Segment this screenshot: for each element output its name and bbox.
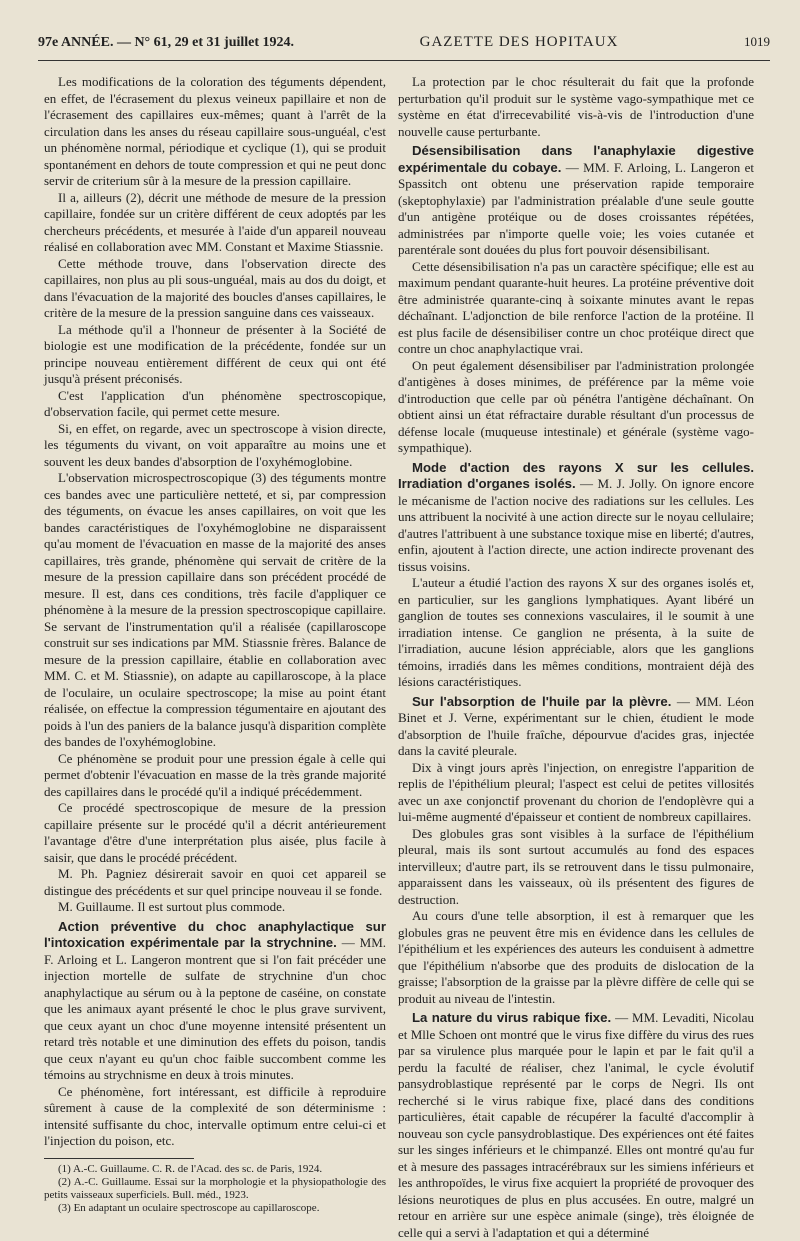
section-text: — M. J. Jolly. On ignore encore le mécanisme de l'action nocive des radiations sur les cellules. Les uns attribuent la nocivité à une action directe sur le noyau cellulaire; d'autres l'attribuent à une substance toxique mise en liberté; d'autres, enfin, ajoutent à l'action directe, une action indirecte provenant des tissus voisins. bbox=[398, 476, 754, 574]
footnotes bbox=[44, 1163, 386, 1215]
section bbox=[398, 460, 754, 691]
section-strychnine bbox=[44, 919, 386, 1150]
paragraph: Cette méthode trouve, dans l'observation directe des capillaires, non plus au pli sous-unguéal, mais au dos du doigt, et dans l'évacuation de la majorité des boucles d'anses capillaires, le critère de la mesure de la pression sanguine dans ces vaisseaux. bbox=[44, 255, 386, 320]
paragraph: On peut également désensibiliser par l'administration prolongée d'antigènes à doses minimes, de préférence par la même voie d'introduction que celle par où pénétra l'antigène déchaînant. On obtient ainsi un état réfractaire durable résultant d'un processus de défense locale (muqueuse intestinale) et générale (système vago-sympathique). bbox=[398, 357, 754, 455]
paragraph: Ce phénomène se produit pour une pression égale à celle qui permet d'obtenir l'évacuation en masse de la très grande majorité des capillaires dans le procédé qu'il a indiqué précédemment. bbox=[44, 750, 386, 799]
footnote: (3) En adaptant un oculaire spectroscope au capillaroscope. bbox=[58, 1201, 320, 1214]
paragraph: Au cours d'une telle absorption, il est à remarquer que les globules gras ne peuvent être mis en évidence dans les cellules de l'épithélium et les expériences des auteurs les conduisent à admettre que l'épithélium n'absorbe que des produits de dislocation de la graisse; l'absorption de la graisse par la plèvre diffère de celle qui se produit au niveau de l'intestin. bbox=[398, 908, 754, 1006]
section bbox=[398, 1010, 754, 1241]
section-text: — MM. F. Arloing et L. Langeron montrent que si l'on fait précéder une injection mortelle de sulfate de strychnine d'un choc anaphylactique au sérum ou à la peptone de caséine, on constate que les animaux ayant présenté le choc le plus grave survivent, que ceux ayant un choc d'une moyenne intensité présentent un retard très notable et une diminution des effets du poison, tandis que ceux n'ayant eu qu'un choc faible succombent comme les témoins au strychnisme en deux à trois minutes. bbox=[44, 935, 386, 1082]
paragraph: Il a, ailleurs (2), décrit une méthode de mesure de la pression capillaire, fondée sur un critère différent de ceux adoptés par les chercheurs précédents, et mesurée à l'aide d'un appareil nouveau réalisé en collaboration avec MM. Constant et Maxime Stiassnie. bbox=[44, 189, 386, 254]
page-header bbox=[38, 34, 770, 56]
paragraph: Si, en effet, on regarde, avec un spectroscope à vision directe, les téguments du vivant, on voit apparaître au moins une et souvent les deux bandes d'absorption de l'oxyhémoglobine. bbox=[44, 420, 386, 469]
section-heading: Désensibilisation dans l'anaphylaxie digestive expérimentale du cobaye. bbox=[398, 143, 754, 175]
section-heading: Action préventive du choc anaphylactique sur l'intoxication expérimentale par la strychnine. bbox=[44, 918, 386, 950]
section bbox=[398, 143, 754, 457]
paragraph: Les modifications de la coloration des téguments dépendent, en effet, de l'écrasement du plexus veineux papillaire et non de l'écrasement des capillaires eux-mêmes; quant à l'arrêt de la circulation dans les anses du réseau capillaire sous-unguéal, c'est un phénomène normal, périodique et cyclique (1), qui se produit spontanément en dehors de toute compression et qui ne peut donc servir de criterium sûr à la mesure de la pression capillaire. bbox=[44, 74, 386, 188]
section-lead bbox=[398, 143, 754, 259]
paragraph: M. Ph. Pagniez désirerait savoir en quoi cet appareil se distingue des précédents et sur quel principe nouveau il se fonde. bbox=[44, 866, 386, 898]
paragraph: L'observation microspectroscopique (3) des téguments montre ces bandes avec une particulière netteté, et si, par compression des téguments, on évacue les anses capillaires, on voit que les bandes caractéristiques de l'oxyhémoglobine ne disparaissent qu'au moment de l'évacuation en masse de la majorité des anses capillaires, très grande, phénomène qui servait de critère de la mesure de la pression capillaire dans son précédent procédé de mesure. Il est, dans ces conditions, très facile d'appliquer ce phénomène à la mesure de la pression spectroscopique capillaire. Se servant de l'instrumentation qu'il a réalisée (capillaroscope construit sur ses indications par MM. Stiassnie frères. Balance de mesure de la pression capillaire, établie en collaboration avec MM. C. et M. Stiassnie), on adapte au capillaroscope, à la place de l'oculaire, un oculaire spectroscope; la mise au point étant réalisée, on effectue la compression tégumentaire en ajoutant des poids à l'un des paniers de la balance jusqu'à disparition complète des bandes de l'oxyhémoglobine. bbox=[44, 470, 386, 749]
right-intro: La protection par le choc résulterait du fait que la profonde perturbation qu'il produit sur le système vago-sympathique met ce système en état d'irrecevabilité vis-à-vis de l'introduction d'une nouvelle cause perturbante. bbox=[398, 74, 754, 139]
paragraph: L'auteur a étudié l'action des rayons X sur des organes isolés et, en particulier, sur les ganglions lymphatiques. Ayant libéré un ganglion de toutes ses connexions vasculaires, il le soumit à une irradiation intense. Ce ganglion ne présenta, à la suite de l'irradiation, aucune lésion appréciable, alors que les ganglions témoins, irradiés dans les mêmes conditions, montraient déjà des lésions caractéristiques. bbox=[398, 575, 754, 689]
footnote: (1) A.-C. Guillaume. C. R. de l'Acad. des sc. de Paris, 1924. bbox=[58, 1162, 323, 1175]
section-text: — MM. F. Arloing, L. Langeron et Spassitch ont obtenu une préservation rapide temporaire (skeptophylaxie) par l'administration préalable d'une seule goutte d'un antigène protéique ou de doses croissantes répétées, administrées par n'importe quelle voie; les voies cutanée et parentérale sont douées du plus fort pouvoir désensibilisant. bbox=[398, 159, 754, 257]
footnote-rule bbox=[44, 1158, 194, 1159]
page-number: 1019 bbox=[744, 34, 770, 49]
section-lead bbox=[398, 1010, 754, 1241]
section-heading: Mode d'action des rayons X sur les cellules. Irradiation d'organes isolés. bbox=[398, 459, 754, 491]
section-follow: Ce phénomène, fort intéressant, est difficile à reproduire sûrement à cause de la complexité de son déterminisme : intensité suffisante du choc, intervalle optimum entre celui-ci et l'injection du poison, etc. bbox=[44, 1083, 386, 1148]
footnote: (2) A.-C. Guillaume. Essai sur la morphologie et la physiopathologie des petits vaisseaux superficiels. Bull. méd., 1923. bbox=[44, 1175, 386, 1201]
section bbox=[398, 694, 754, 1008]
section-lead bbox=[398, 694, 754, 760]
section-heading: Sur l'absorption de l'huile par la plèvre. bbox=[412, 693, 672, 709]
paragraph: C'est l'application d'un phénomène spectroscopique, d'observation facile, qui permet cette mesure. bbox=[44, 387, 386, 419]
issue-info: 97e ANNÉE. — N° 61, 29 et 31 juillet 1924. bbox=[38, 35, 295, 50]
section-heading: La nature du virus rabique fixe. bbox=[412, 1010, 612, 1025]
paragraph: Cette désensibilisation n'a pas un caractère spécifique; elle est au maximum pendant quarante-huit heures. La protéine préventive doit être administrée quarante-cinq à soixante minutes avant le repas déchaînant. L'adjonction de bile renforce l'action de la protéine. Il est plus facile de désensibiliser contre un choc protéique direct que contre un choc anaphylactique vrai. bbox=[398, 258, 754, 356]
section-text: — MM. Levaditi, Nicolau et Mlle Schoen ont montré que le virus fixe diffère du virus des rues par sa virulence plus marquée pour le lapin et par le fait qu'il a perdu la faculté de réaliser, chez l'animal, le cycle évolutif pansydroblastique représenté par le corps de Negri. Ils ont recherché si le virus rabique fixe, placé dans des conditions particulières, était capable de récupérer la faculté d'accomplir à nouveau son cycle pansydroblastique. Des expériences ont été faites sur les singes inférieurs et le chimpanzé. Elles ont montré qu'au fur et à mesure des passages intracérébraux sur les simiens inférieurs et les anthropoïdes, le virus fixe acquiert la propriété de provoquer des lésions neurotiques de plus en plus accusées. En outre, malgré un retour en arrière sur une espèce animale (singe), très éloignée de celle qui a servi à l'adaptation et qui a déterminé bbox=[398, 1010, 754, 1240]
paragraph: Dix à vingt jours après l'injection, on enregistre l'apparition de replis de l'épithélium pleural; l'aspect est celui de petites villosités avec un axe conjonctif provenant du chorion de l'endoplèvre qui a lui-même augmenté d'épaisseur et contient de nombreux capillaires. bbox=[398, 759, 754, 824]
section-lead bbox=[398, 460, 754, 576]
paragraph: Des globules gras sont visibles à la surface de l'épithélium pleural, mais ils sont surtout accumulés au fond des espaces intervilleux; d'autre part, ils se retrouvent dans le tissu pulmonaire, apparaissent dans les vaisseaux, où ils présentent des figures de destruction. bbox=[398, 825, 754, 907]
section-text: — MM. Léon Binet et J. Verne, expérimentant sur le chien, étudient le mode d'absorption de l'huile fraîche, dépourvue d'acides gras, injectée dans la cavité pleurale. bbox=[398, 693, 754, 758]
right-column bbox=[398, 74, 754, 1241]
paragraph: La méthode qu'il a l'honneur de présenter à la Société de biologie est une modification de la précédente, fondée sur un principe nouveau entièrement différent de ceux qui ont été jusqu'à présent préconisés. bbox=[44, 321, 386, 386]
paragraph: Ce procédé spectroscopique de mesure de la pression capillaire présente sur le procédé qu'il a décrit antérieurement l'avantage d'être d'une interprétation plus aisée, plus facile à saisir, que dans le procédé précédent. bbox=[44, 800, 386, 865]
left-column bbox=[44, 74, 386, 1215]
paragraph: M. Guillaume. Il est surtout plus commode. bbox=[58, 899, 286, 914]
header-rule bbox=[38, 60, 770, 61]
journal-title: GAZETTE DES HOPITAUX bbox=[419, 34, 619, 50]
